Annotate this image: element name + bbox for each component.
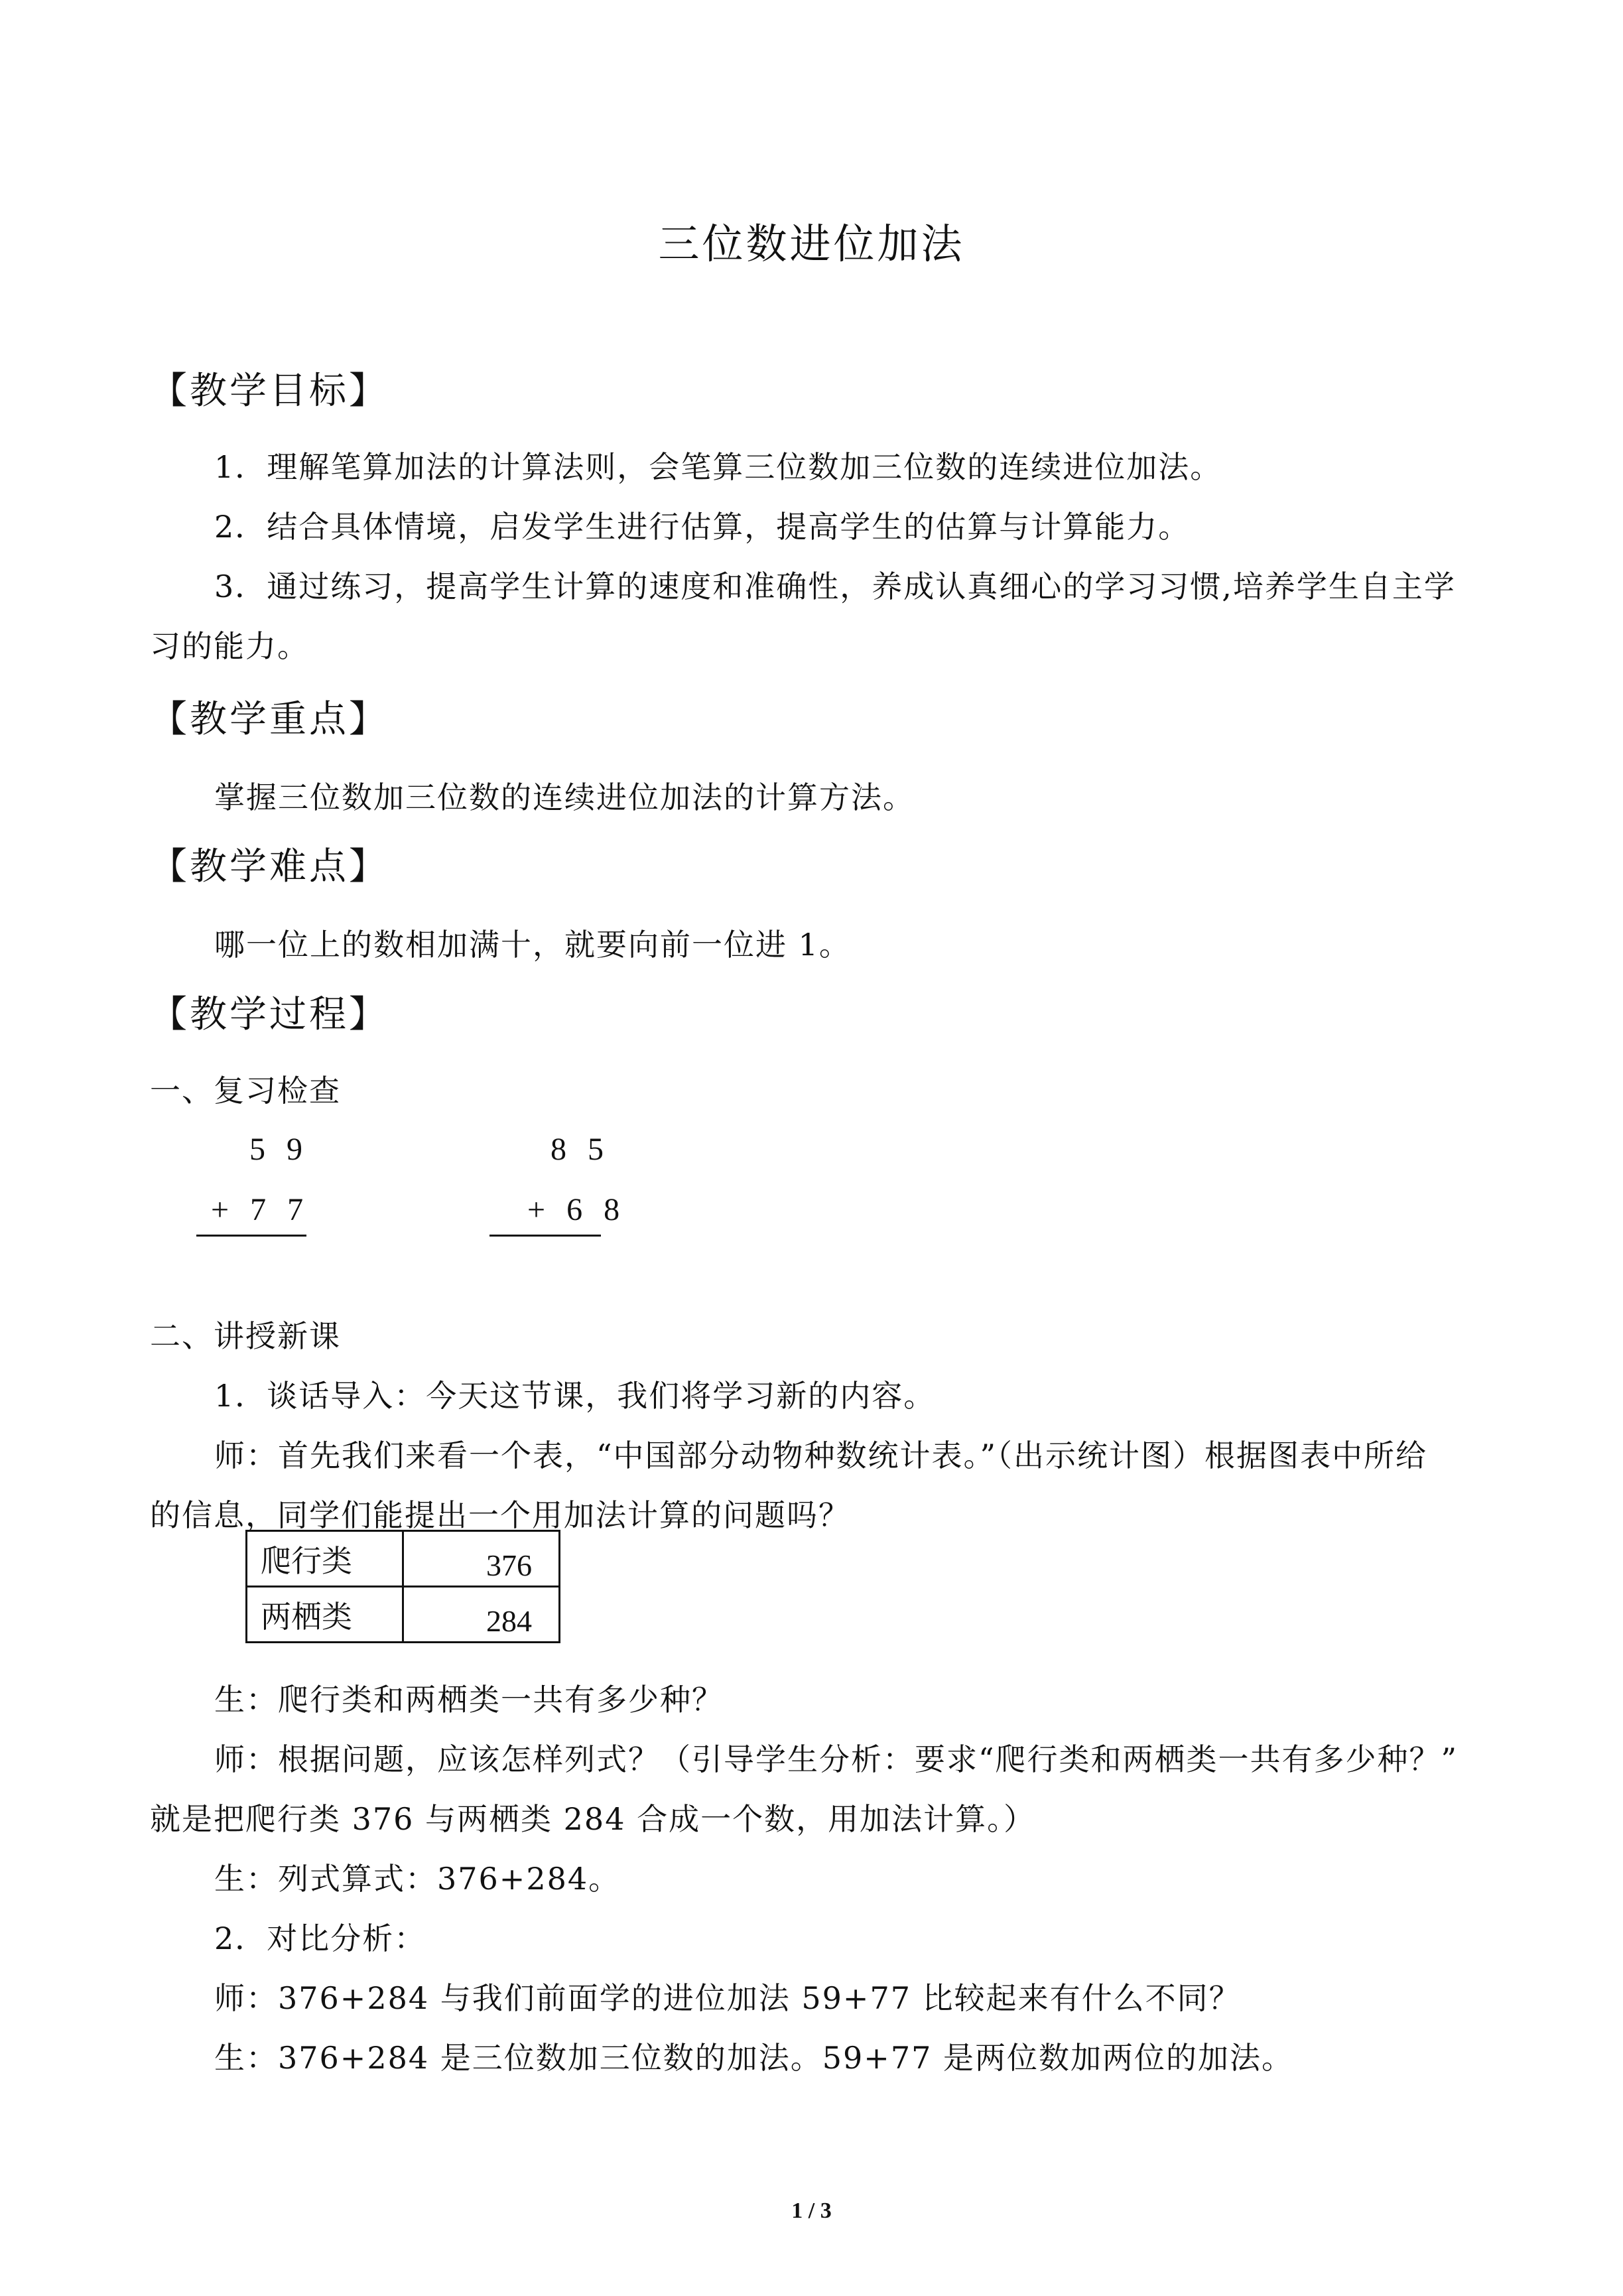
lesson-line-5: 生：列式算式：376+284。 — [214, 1861, 621, 1897]
new-lesson-heading: 二、讲授新课 — [150, 1318, 341, 1354]
problem-1-addend: + 7 7 — [211, 1192, 310, 1227]
key-point-text: 掌握三位数加三位数的连续进位加法的计算方法。 — [214, 779, 915, 815]
section-heading-process: 【教学过程】 — [150, 993, 389, 1036]
goal-3-line-2: 习的能力。 — [150, 628, 309, 664]
problem-2-top-number: 8 5 — [551, 1132, 610, 1167]
section-heading-difficulty: 【教学难点】 — [150, 845, 389, 888]
table-row — [247, 1587, 560, 1643]
goal-2: 2．结合具体情境，启发学生进行估算，提高学生的估算与计算能力。 — [214, 509, 1191, 545]
lesson-line-6: 2．对比分析： — [214, 1921, 426, 1956]
page-title: 三位数进位加法 — [658, 220, 965, 268]
table-cell-label: 两栖类 — [247, 1587, 403, 1643]
problem-2-addend: + 6 8 — [527, 1192, 627, 1227]
goal-1: 1．理解笔算加法的计算法则，会笔算三位数加三位数的连续进位加法。 — [214, 449, 1222, 485]
table-cell-value: 376 — [403, 1531, 560, 1587]
lesson-line-1: 1．谈话导入：今天这节课，我们将学习新的内容。 — [214, 1378, 936, 1414]
lesson-line-2a: 师：首先我们来看一个表，“中国部分动物种数统计表。”（出示统计图）根据图表中所给 — [214, 1438, 1428, 1473]
lesson-line-8: 生：376+284 是三位数加三位数的加法。59+77 是两位数加两位的加法。 — [214, 2040, 1293, 2076]
lesson-line-4a: 师：根据问题，应该怎样列式？（引导学生分析：要求“爬行类和两栖类一共有多少种？” — [214, 1741, 1459, 1777]
section-heading-key: 【教学重点】 — [150, 698, 389, 741]
problem-1-top-number: 5 9 — [249, 1132, 309, 1167]
problem-1-sum-line — [196, 1235, 306, 1237]
page-number: 1 / 3 — [791, 2198, 832, 2223]
table-cell-value: 284 — [403, 1587, 560, 1643]
animal-species-table — [245, 1530, 560, 1643]
difficulty-text: 哪一位上的数相加满十，就要向前一位进 1。 — [214, 927, 851, 963]
table-cell-label: 爬行类 — [247, 1531, 403, 1587]
lesson-line-4b: 就是把爬行类 376 与两栖类 284 合成一个数，用加法计算。） — [150, 1801, 1036, 1837]
section-heading-goals: 【教学目标】 — [150, 370, 389, 413]
lesson-line-3: 生：爬行类和两栖类一共有多少种？ — [214, 1682, 724, 1718]
review-heading: 一、复习检查 — [150, 1073, 341, 1109]
lesson-line-7: 师：376+284 与我们前面学的进位加法 59+77 比较起来有什么不同？ — [214, 1980, 1241, 2016]
goal-3-line-1: 3．通过练习，提高学生计算的速度和准确性，养成认真细心的学习习惯,培养学生自主学 — [214, 569, 1456, 604]
table-row — [247, 1531, 560, 1587]
lesson-line-2b: 的信息，同学们能提出一个用加法计算的问题吗？ — [150, 1497, 850, 1533]
problem-2-sum-line — [489, 1235, 601, 1237]
